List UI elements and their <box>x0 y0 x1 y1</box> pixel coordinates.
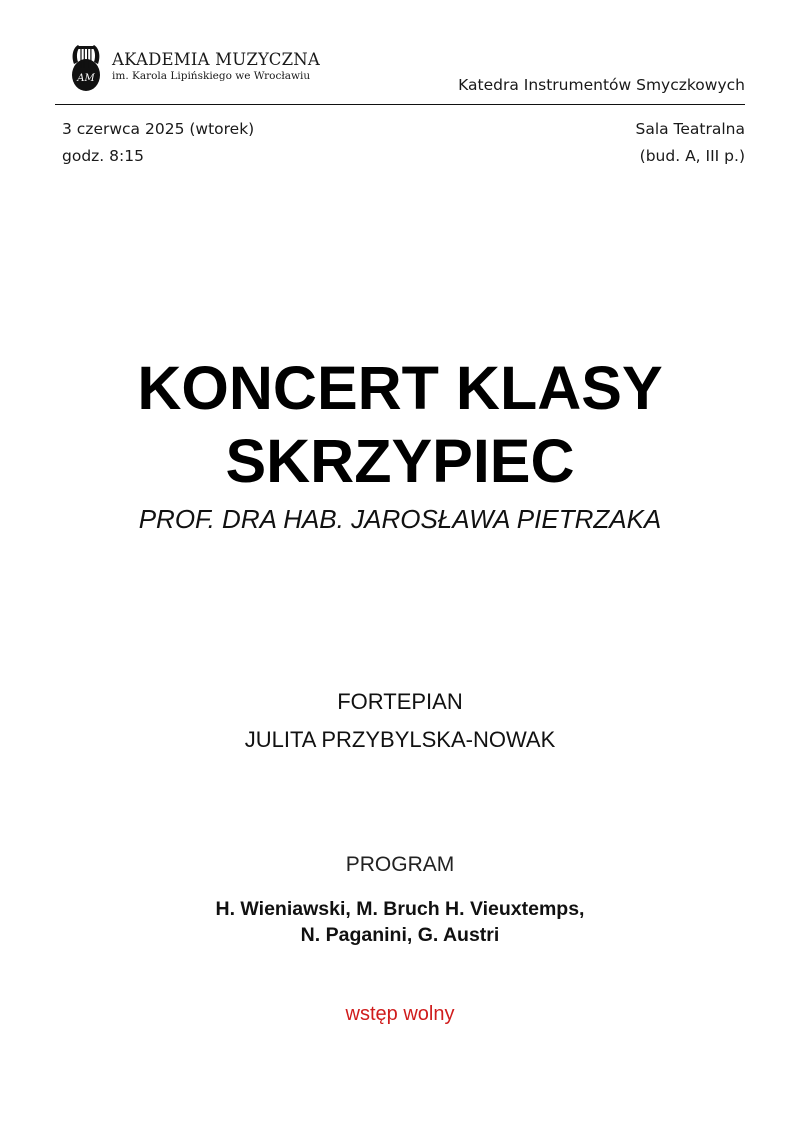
svg-text:AM: AM <box>77 73 95 84</box>
event-date: 3 czerwca 2025 (wtorek) <box>62 120 255 138</box>
venue-detail: (bud. A, III p.) <box>639 147 745 165</box>
event-datetime <box>62 116 254 170</box>
title-line-1: KONCERT KLASY <box>137 354 663 422</box>
header-divider <box>55 104 745 105</box>
org-subtitle: im. Karola Lipińskiego we Wrocławiu <box>112 70 311 82</box>
program-label: PROGRAM <box>345 853 455 876</box>
event-time: godz. 8:15 <box>62 147 144 165</box>
event-venue <box>635 116 745 170</box>
title-line-2: SKRZYPIEC <box>225 427 575 495</box>
department-name: Katedra Instrumentów Smyczkowych <box>458 76 745 94</box>
piano-label: FORTEPIAN <box>337 689 463 714</box>
program-line: N. Paganini, G. Austri <box>300 924 500 946</box>
program-list <box>0 896 800 948</box>
concert-title <box>0 352 800 498</box>
free-entry-note: wstęp wolny <box>345 1003 455 1025</box>
org-name: AKADEMIA MUZYCZNA <box>112 50 321 69</box>
pianist-name: JULITA PRZYBYLSKA-NOWAK <box>244 727 556 752</box>
program-line: H. Wieniawski, M. Bruch H. Vieuxtemps, <box>215 898 585 920</box>
venue-name: Sala Teatralna <box>635 120 745 138</box>
lyre-logo-icon <box>66 42 106 92</box>
concert-subtitle: PROF. DRA HAB. JAROSŁAWA PIETRZAKA <box>138 504 662 534</box>
